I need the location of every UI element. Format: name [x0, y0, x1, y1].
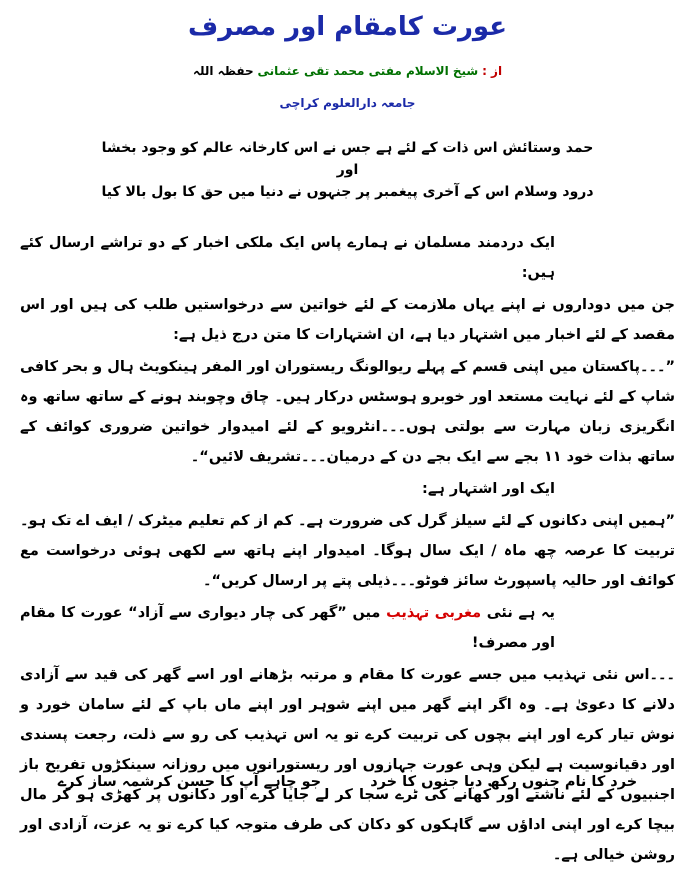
body-paragraph: ایک اور اشتہار ہے:: [422, 481, 555, 497]
couplet-line: جو چاہے آپ کا حسن کرشمہ ساز کرے: [57, 774, 322, 790]
highlight-before: یہ ہے نئی: [486, 605, 555, 621]
couplet-line: خرد کا نام جنوں رکھ دیا جنوں کا خرد: [370, 774, 638, 790]
highlight-after: میں ”گھر کی چار دیواری سے آزاد“ عورت کا مقام اور مصرف!: [20, 605, 555, 651]
quoted-advertisement: ”۔۔۔پاکستان میں اپنی قسم کے پہلے ریوالونگ ریستوران اور المفر ہینکویٹ ہال و بحر کافی شاپ کے لئے نہایت مستعد اور خوبرو ہوسٹس درکار ہیں۔ چاق وچوبند ہونے کے ساتھ ساتھ وہ انگریزی زبان مہارت سے بولتی ہوں۔۔۔انٹرویو کے لئے امیدوار خواتین ضروری کوائف کے ساتھ بذات خود ۱۱ بجے سے ایک بجے دن کے درمیان۔۔۔تشریف لائیں“۔: [20, 359, 675, 465]
author-honorific: حفظہ اللہ: [192, 64, 254, 78]
praise-line: حمد وستائش اس ذات کے لئے ہے جس نے اس کارخانہ عالم کو وجود بخشا: [101, 140, 594, 156]
quoted-advertisement: ”ہمیں اپنی دکانوں کے لئے سیلز گرل کی ضرورت ہے۔ کم از کم تعلیم میٹرک / ایف اے تک ہو۔ تربیت کا عرصہ چھ ماہ / ایک سال ہوگا۔ امیدوار اپنے ہاتھ سے لکھی ہوئی درخواست مع کوائف اور حالیہ پاسپورٹ سائز فوٹو۔۔۔ذیلی پتے پر ارسال کریں“۔: [20, 513, 675, 589]
poetry-couplet: [0, 770, 695, 794]
institution-name: جامعہ دارالعلوم کراچی: [279, 96, 416, 110]
body-paragraph: جن میں دوداروں نے اپنے یہاں ملازمت کے لئے خواتین سے درخواستیں طلب کی ہیں اور اس مقصد کے لئے اخبار میں اشتہار دیا ہے، ان اشتہارات کا متن درج ذیل ہے:: [20, 297, 675, 343]
author-name: شیخ الاسلام مفتی محمد تقی عثمانی: [257, 64, 479, 78]
document-title: عورت کامقام اور مصرف: [188, 12, 507, 42]
highlight-red-text: مغربی تہذیب: [386, 605, 482, 621]
author-prefix: از :: [482, 64, 503, 78]
praise-block: [0, 138, 695, 204]
praise-line: درود وسلام اس کے آخری پیغمبر پر جنہوں نے دنیا میں حق کا بول بالا کیا: [101, 184, 594, 200]
highlight-line: [20, 598, 675, 658]
praise-line: اور: [336, 162, 359, 178]
intro-paragraph: ایک دردمند مسلمان نے ہمارے پاس ایک ملکی اخبار کے دو تراشے ارسال کئے ہیں:: [20, 235, 555, 281]
author-line: [0, 62, 695, 80]
closing-paragraph: ۔۔۔اس نئی تہذیب میں جسے عورت کا مقام و مرتبہ بڑھانے اور اسے گھر کی قید سے آزادی دلانے کا دعویٰ ہے۔ وہ اگر اپنے گھر میں اپنے شوہر اور اپنے ماں باپ کے لئے سامان خورد و نوش تیار کرے اور اپنے بچوں کی تربیت کرے تو یہ اس تہذیب کی رو سے ذلت، رجعت پسندی اور دقیانوسیت ہے لیکن وہی عورت جہازوں اور ریستورانوں میں روزانہ سینکڑوں تفریح باز اجنبیوں کے لئے ناشتے اور کھانے کی ٹرے سجا کر لے جایا کرے اور دکانوں پر کھڑی ہو کر مال بیچا کرے اور اپنی اداؤں سے گاہکوں کو دکان کی طرف متوجہ کیا کرے تو یہ عزت، آزادی اور روشن خیالی ہے۔: [20, 667, 675, 863]
